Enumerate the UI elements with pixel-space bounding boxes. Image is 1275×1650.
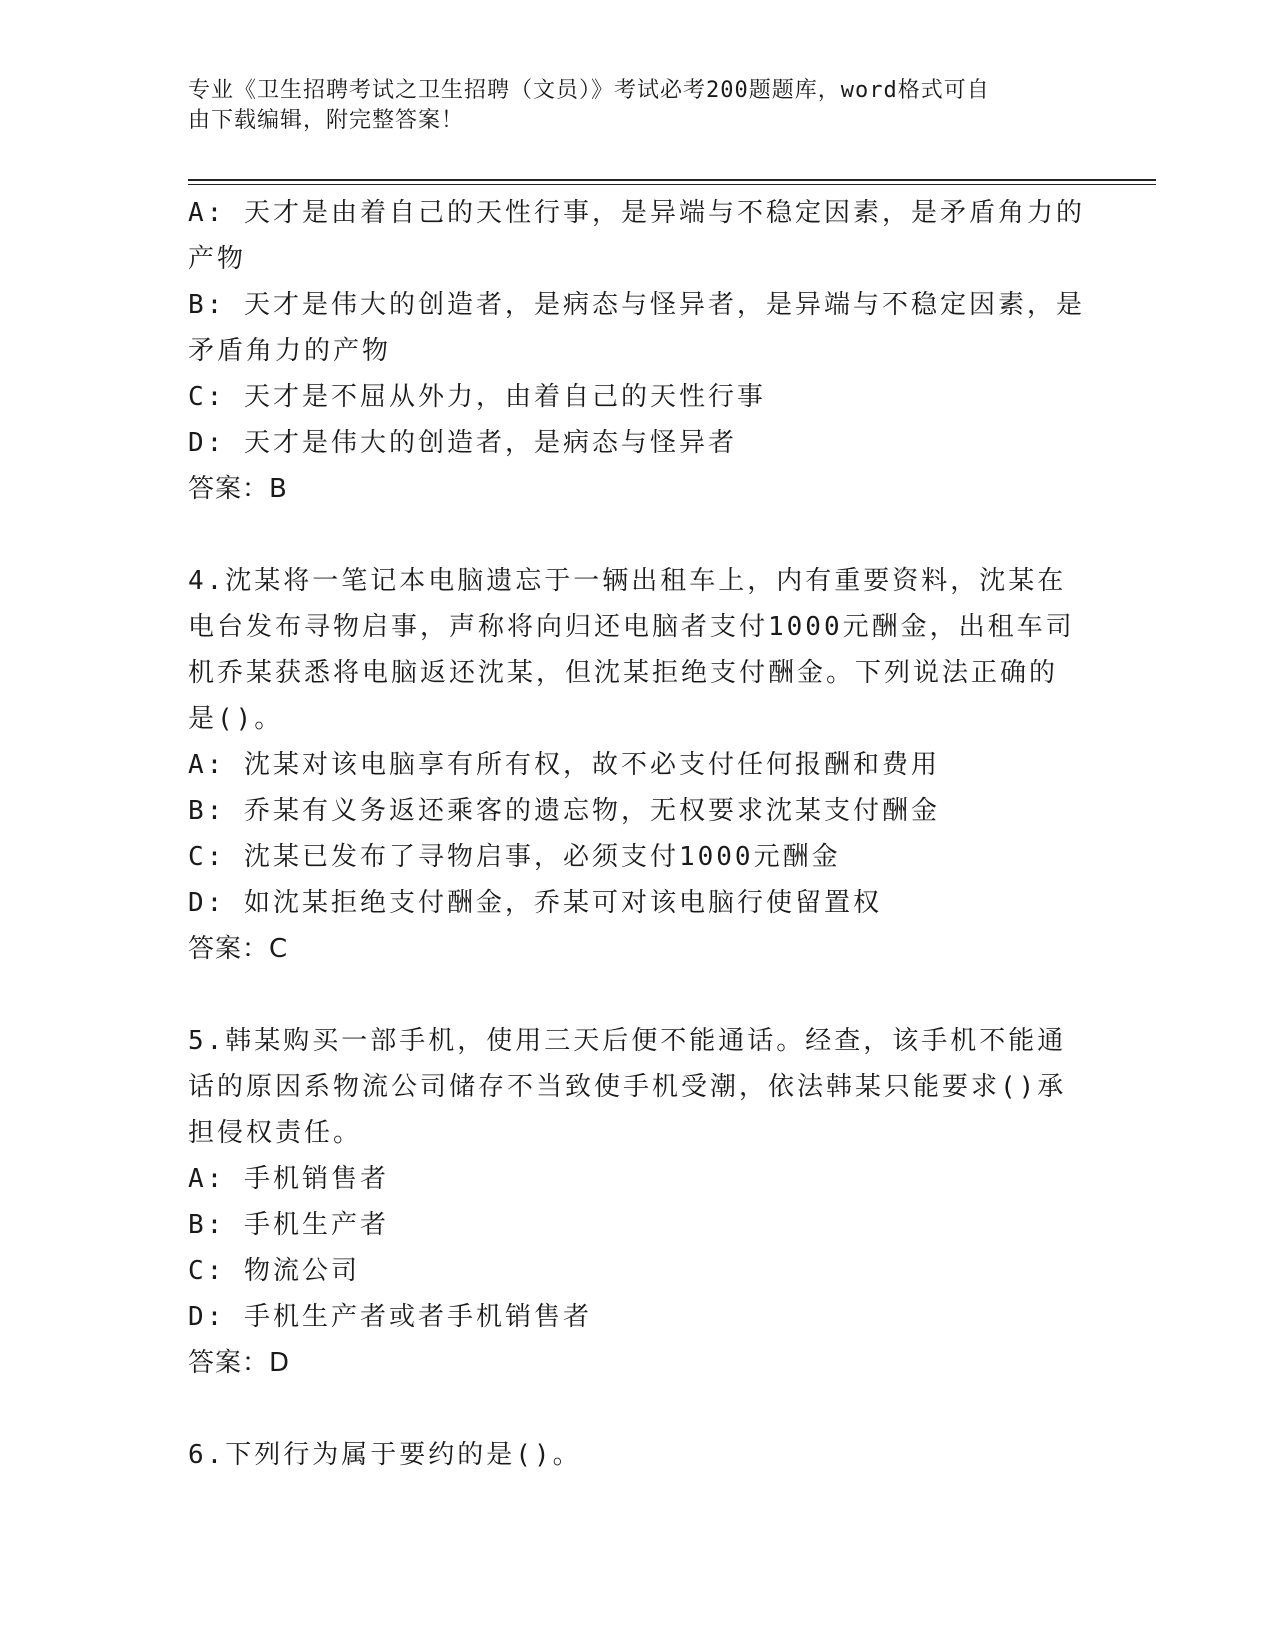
answer: 答案：D xyxy=(188,1348,291,1378)
option-d: D: 天才是伟大的创造者，是病态与怪异者 xyxy=(188,428,737,458)
option-b: B: 乔某有义务返还乘客的遗忘物，无权要求沈某支付酬金 xyxy=(188,796,940,826)
document-header xyxy=(188,76,1088,136)
answer: 答案：B xyxy=(188,474,288,504)
question-content xyxy=(188,190,1088,1478)
option-c: C: 沈某已发布了寻物启事，必须支付1000元酬金 xyxy=(188,842,841,872)
question-stem-line-4: 是()。 xyxy=(188,704,284,734)
header-line-1: 专业《卫生招聘考试之卫生招聘（文员）》考试必考200题题库，word格式可自 xyxy=(188,78,990,103)
option-c: C: 物流公司 xyxy=(188,1256,360,1286)
option-b-line-1: B: 天才是伟大的创造者，是病态与怪异者，是异端与不稳定因素，是 xyxy=(188,290,1085,320)
spacer xyxy=(188,1386,1088,1432)
question-stem-line-1: 4.沈某将一笔记本电脑遗忘于一辆出租车上，内有重要资料，沈某在 xyxy=(188,566,1067,596)
question-stem-line-3: 担侵权责任。 xyxy=(188,1118,363,1148)
question-stem-line-2: 话的原因系物流公司储存不当致使手机受潮，依法韩某只能要求()承 xyxy=(188,1072,1067,1102)
header-divider-thick xyxy=(188,179,1156,181)
option-d: D: 手机生产者或者手机销售者 xyxy=(188,1302,592,1332)
question-3 xyxy=(188,190,1088,512)
option-a: A: 沈某对该电脑享有所有权，故不必支付任何报酬和费用 xyxy=(188,750,940,780)
option-b-line-2: 矛盾角力的产物 xyxy=(188,336,392,366)
option-a-line-2: 产物 xyxy=(188,244,247,274)
question-stem-line-3: 机乔某获悉将电脑返还沈某，但沈某拒绝支付酬金。下列说法正确的 xyxy=(188,658,1059,688)
option-a: A: 手机销售者 xyxy=(188,1164,389,1194)
question-5 xyxy=(188,1018,1088,1386)
option-d: D: 如沈某拒绝支付酬金，乔某可对该电脑行使留置权 xyxy=(188,888,882,918)
question-4 xyxy=(188,558,1088,972)
spacer xyxy=(188,972,1088,1018)
spacer xyxy=(188,512,1088,558)
question-stem-line-2: 电台发布寻物启事，声称将向归还电脑者支付1000元酬金，出租车司 xyxy=(188,612,1075,642)
answer: 答案：C xyxy=(188,934,289,964)
option-b: B: 手机生产者 xyxy=(188,1210,389,1240)
header-divider-thin xyxy=(188,184,1156,185)
question-stem-line-1: 6.下列行为属于要约的是()。 xyxy=(188,1440,582,1470)
option-c: C: 天才是不屈从外力，由着自己的天性行事 xyxy=(188,382,766,412)
option-a-line-1: A: 天才是由着自己的天性行事，是异端与不稳定因素，是矛盾角力的 xyxy=(188,198,1085,228)
header-line-2: 由下载编辑，附完整答案！ xyxy=(188,108,465,133)
question-6 xyxy=(188,1432,1088,1478)
question-stem-line-1: 5.韩某购买一部手机，使用三天后便不能通话。经查，该手机不能通 xyxy=(188,1026,1067,1056)
